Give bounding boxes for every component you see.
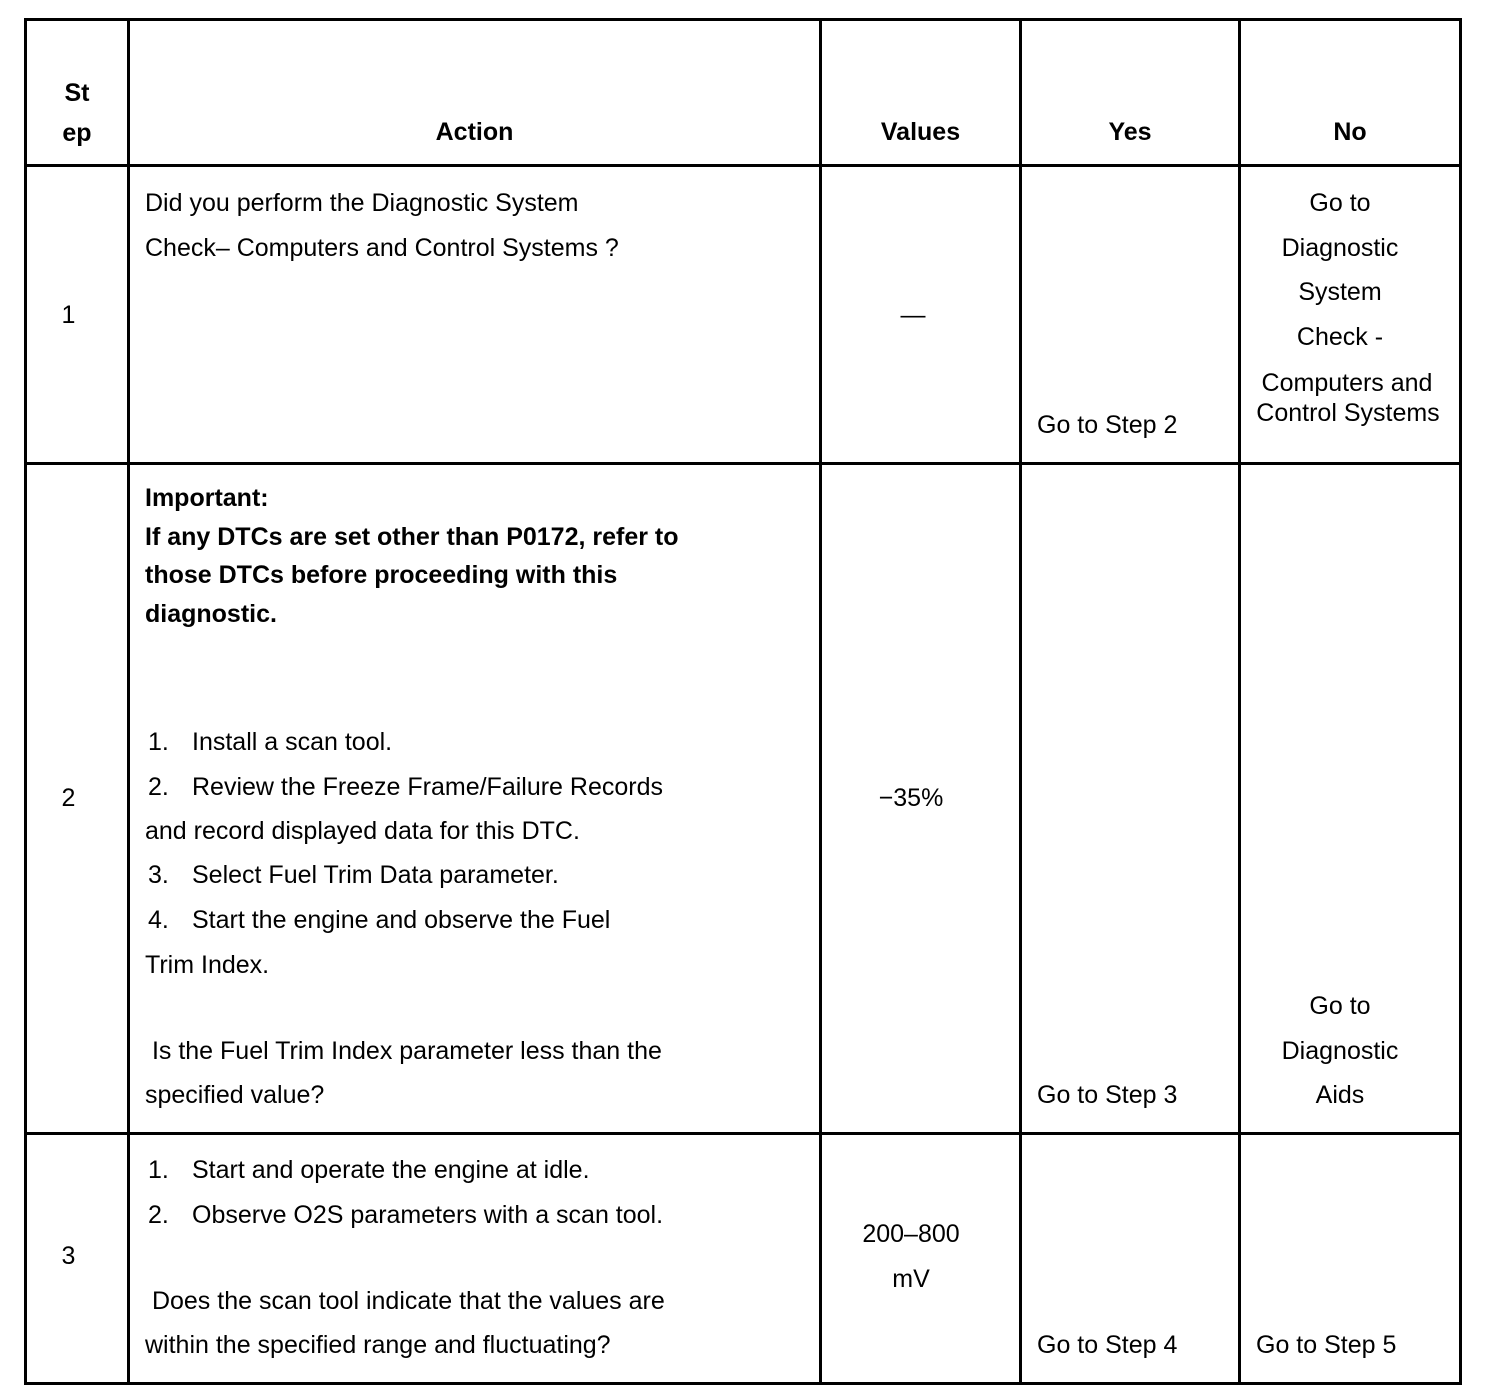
row1-no-line2: Diagnostic: [1281, 234, 1399, 262]
row1-action-line1: Did you perform the Diagnostic System: [145, 189, 579, 217]
row1-no-line4: Check -: [1296, 323, 1384, 351]
row2-question-line1: Is the Fuel Trim Index parameter less than the: [145, 1037, 662, 1065]
row1-step: 1: [61, 301, 76, 329]
row2-step2-cont: and record displayed data for this DTC.: [145, 817, 580, 845]
border-top: [24, 18, 1462, 21]
border-right: [1459, 18, 1462, 1385]
row2-step3-num: 3.: [148, 861, 169, 889]
header-yes: Yes: [1108, 118, 1152, 146]
row2-yes: Go to Step 3: [1037, 1081, 1178, 1109]
divider-yes-no: [1238, 18, 1241, 1385]
row3-step1-text: Start and operate the engine at idle.: [192, 1156, 590, 1184]
row2-step1-text: Install a scan tool.: [192, 728, 393, 756]
row2-no-line1: Go to: [1309, 992, 1371, 1020]
row2-value: −35%: [878, 784, 944, 812]
row2-no-line3: Aids: [1315, 1081, 1365, 1109]
row2-step: 2: [61, 784, 76, 812]
row2-important-line2: those DTCs before proceeding with this: [145, 561, 618, 589]
row2-step1-num: 1.: [148, 728, 169, 756]
row2-important-title: Important:: [145, 484, 269, 512]
row2-step3-text: Select Fuel Trim Data parameter.: [192, 861, 559, 889]
border-left: [24, 18, 27, 1385]
row3-yes: Go to Step 4: [1037, 1331, 1178, 1359]
diagnostic-table: [24, 18, 1462, 1385]
row2-step2-text: Review the Freeze Frame/Failure Records: [192, 773, 663, 801]
row1-no-line6: Control Systems: [1256, 399, 1440, 427]
row2-important-line3: diagnostic.: [145, 600, 277, 628]
header-values: Values: [880, 118, 961, 146]
row1-no-line3: System: [1298, 278, 1382, 306]
divider-action-values: [819, 18, 822, 1385]
row3-value-line1: 200–800: [862, 1220, 960, 1248]
row2-step2-num: 2.: [148, 773, 169, 801]
row1-yes: Go to Step 2: [1037, 411, 1178, 439]
divider-step-action: [127, 18, 130, 1385]
header-step-line2: ep: [62, 119, 92, 147]
row1-no-line1: Go to: [1309, 189, 1371, 217]
row1-no-line5: Computers and: [1261, 369, 1433, 397]
row2-step4-cont: Trim Index.: [145, 951, 270, 979]
divider-values-yes: [1019, 18, 1022, 1385]
divider-row2: [24, 1132, 1462, 1135]
row3-step2-text: Observe O2S parameters with a scan tool.: [192, 1201, 664, 1229]
divider-row1: [24, 462, 1462, 465]
border-bottom: [24, 1382, 1462, 1385]
row2-step4-text: Start the engine and observe the Fuel: [192, 906, 611, 934]
row3-no: Go to Step 5: [1256, 1331, 1397, 1359]
row3-step1-num: 1.: [148, 1156, 169, 1184]
header-step-line1: St: [64, 79, 90, 107]
divider-header: [24, 164, 1462, 167]
row3-value-line2: mV: [892, 1265, 930, 1293]
row1-value: —: [900, 301, 926, 329]
row2-no-line2: Diagnostic: [1281, 1037, 1399, 1065]
row2-important-line1: If any DTCs are set other than P0172, refer to: [145, 523, 679, 551]
row3-step2-num: 2.: [148, 1201, 169, 1229]
header-action: Action: [435, 118, 514, 146]
row3-step: 3: [61, 1242, 76, 1270]
row3-question-line1: Does the scan tool indicate that the values are: [145, 1287, 665, 1315]
row2-step4-num: 4.: [148, 906, 169, 934]
row2-question-line2: specified value?: [145, 1081, 325, 1109]
header-no: No: [1333, 118, 1367, 146]
row3-question-line2: within the specified range and fluctuating?: [145, 1331, 611, 1359]
row1-action-line2: Check– Computers and Control Systems ?: [145, 234, 619, 262]
